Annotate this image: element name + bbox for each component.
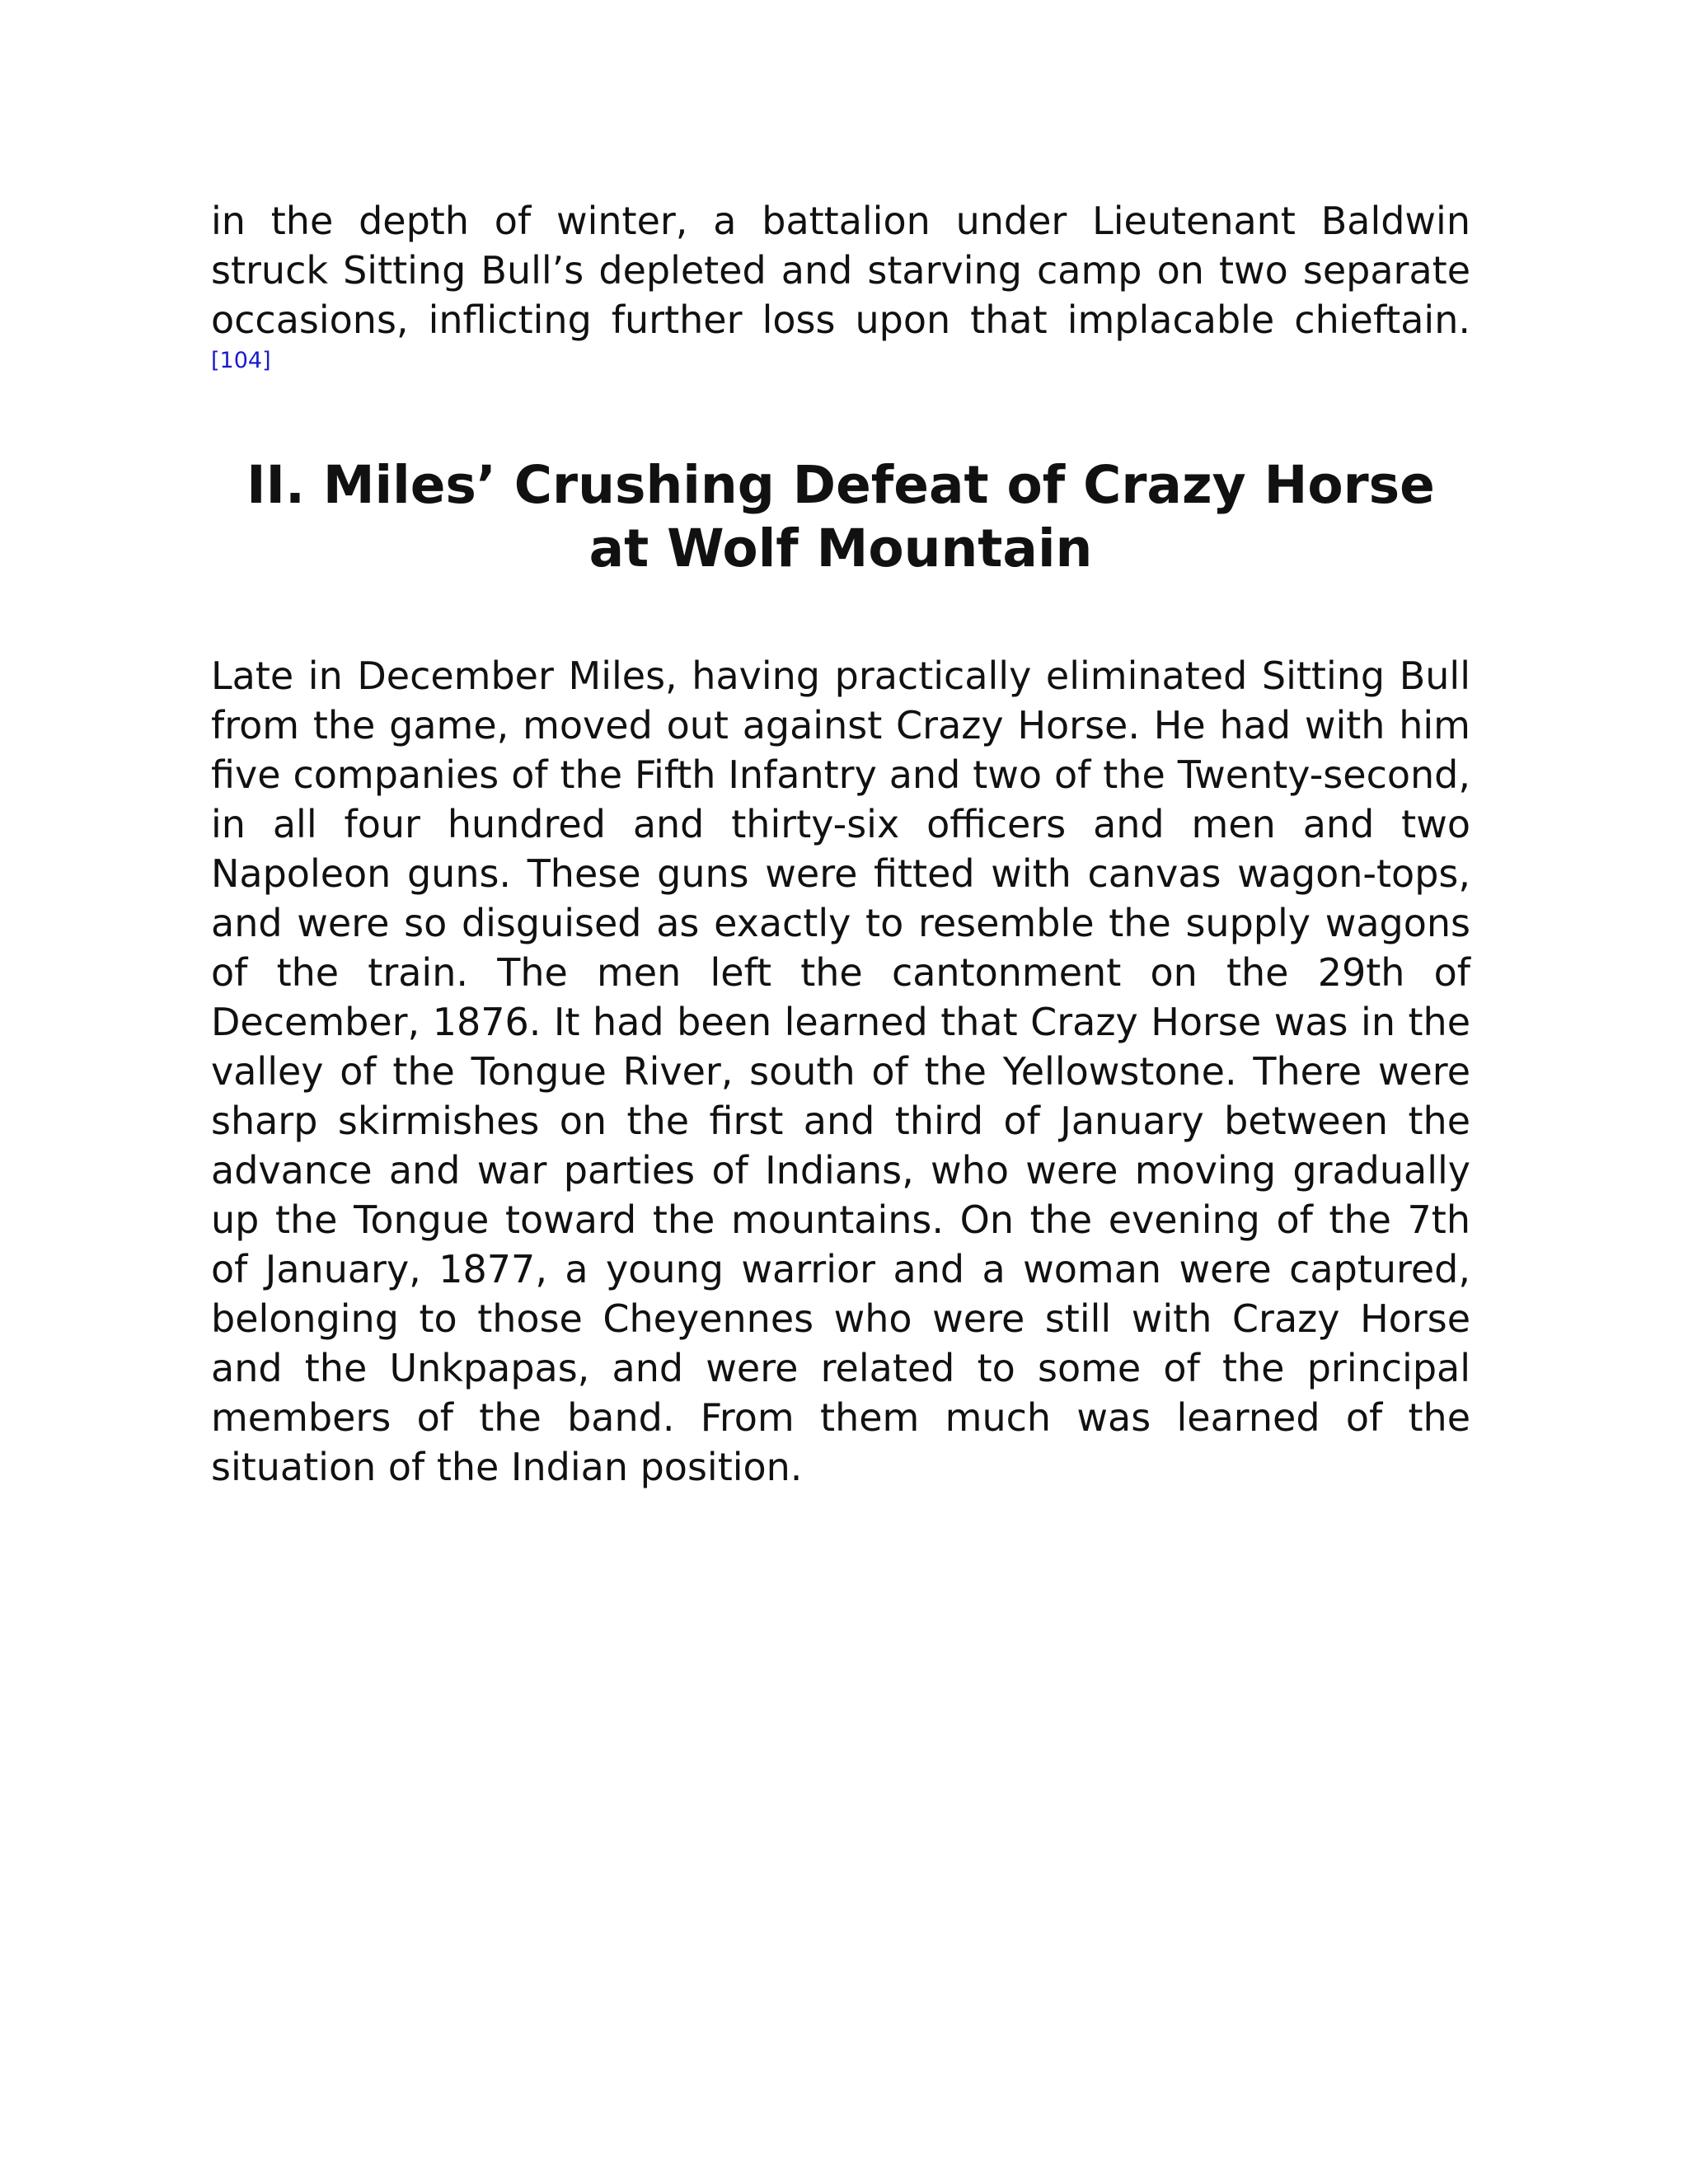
footnote-link[interactable]: [104] xyxy=(211,347,271,373)
intro-paragraph-text: in the depth of winter, a battalion under Lieutenant Baldwin struck Sitting Bull’s depleted and starving camp on two separate occasions, inflicting further loss upon that implacable chieftain. xyxy=(211,199,1470,342)
body-paragraph: Late in December Miles, having practically eliminated Sitting Bull from the game, moved out against Crazy Horse. He had with him five companies of the Fifth Infantry and two of the Twenty-second, in all four hundred and thirty-six officers and men and two Napoleon guns. These guns were fitted with canvas wagon-tops, and were so disguised as exactly to resemble the supply wagons of the train. The men left the cantonment on the 29th of December, 1876. It had been learned that Crazy Horse was in the valley of the Tongue River, south of the Yellowstone. There were sharp skirmishes on the first and third of January between the advance and war parties of Indians, who were moving gradually up the Tongue toward the mountains. On the evening of the 7th of January, 1877, a young warrior and a woman were captured, belonging to those Cheyennes who were still with Crazy Horse and the Unkpapas, and were related to some of the principal members of the band. From them much was learned of the situation of the Indian position. xyxy=(211,654,1470,1489)
section-heading: II. Miles’ Crushing Defeat of Crazy Horse at Wolf Mountain xyxy=(246,455,1435,579)
intro-paragraph xyxy=(211,196,1470,394)
